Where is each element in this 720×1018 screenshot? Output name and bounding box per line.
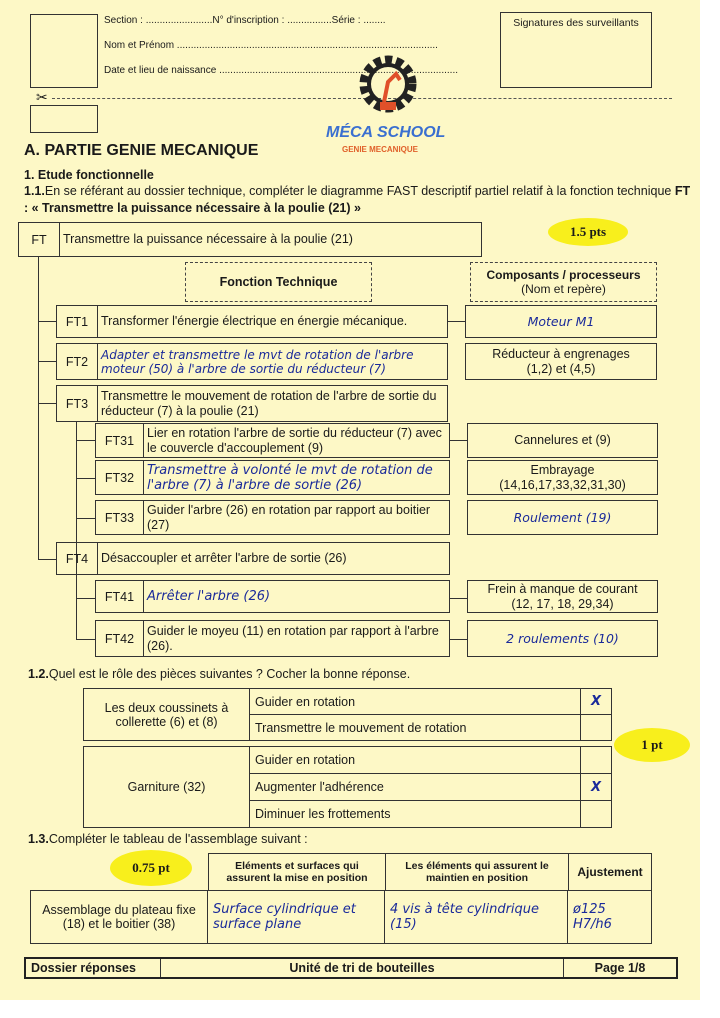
fast-ft1: FT1 Transformer l'énergie électrique en énergie mécanique. <box>56 305 448 338</box>
checkbox[interactable] <box>581 747 612 774</box>
fast-ft41: FT41 Arrêter l'arbre (26) <box>95 580 450 613</box>
assembly-table: Assemblage du plateau fixe (18) et le boitier (38) Surface cylindrique et surface plane 4 vis à tête cylindrique (15) ø125 H7/h6 <box>30 890 652 944</box>
fast-ft32: FT32 Transmettre à volonté le mvt de rotation de l'arbre (7) à l'arbre de sortie (26) <box>95 460 450 495</box>
logo-subtitle: GENIE MECANIQUE <box>342 145 419 154</box>
code-box <box>30 14 98 88</box>
fast-ft41-component: Frein à manque de courant (12, 17, 18, 29,34) <box>467 580 658 613</box>
fast-ft32-component: Embrayage (14,16,17,33,32,31,30) <box>467 460 658 495</box>
role-table-2: Garniture (32) Guider en rotation Augmenter l'adhérence X Diminuer les frottements <box>83 746 612 828</box>
fast-ft4: FT4 Désaccoupler et arrêter l'arbre de sortie (26) <box>56 542 450 575</box>
question-1-3: 1.3.Compléter le tableau de l'assemblage suivant : <box>28 832 308 846</box>
fast-ft31: FT31 Lier en rotation l'arbre de sortie du réducteur (7) avec le couvercle d'accouplement (9) <box>95 423 450 458</box>
points-badge: 1.5 pts <box>548 218 628 246</box>
checkbox[interactable] <box>581 801 612 828</box>
question-1-1: 1.1.En se référant au dossier technique, compléter le diagramme FAST descriptif partiel relatif à la fonction technique FT : « Transmettre la puissance nécessaire à la poulie (21) » <box>24 184 691 215</box>
checkbox[interactable] <box>581 715 612 741</box>
code-box-lower <box>30 105 98 133</box>
fast-ft31-component: Cannelures et (9) <box>467 423 658 458</box>
checkbox[interactable]: X <box>581 774 612 801</box>
fast-ft42: FT42 Guider le moyeu (11) en rotation par rapport à l'arbre (26). <box>95 620 450 657</box>
scissors-icon: ✂ <box>36 89 48 105</box>
section-field: Section : ........................N° d'inscription : ................Série : ........ <box>104 15 386 26</box>
header-fonction-technique: Fonction Technique <box>185 262 372 302</box>
checkbox[interactable]: X <box>581 689 612 715</box>
points-badge: 0.75 pt <box>110 850 192 886</box>
header-composants: Composants / processeurs (Nom et repère) <box>470 262 657 302</box>
fast-ft1-component[interactable]: Moteur M1 <box>465 305 657 338</box>
fast-ft2: FT2 Adapter et transmettre le mvt de rotation de l'arbre moteur (50) à l'arbre de sortie du réducteur (7) <box>56 343 448 380</box>
question-1-2: 1.2.Quel est le rôle des pièces suivantes ? Cocher la bonne réponse. <box>28 667 411 681</box>
fast-ft2-component: Réducteur à engrenages (1,2) et (4,5) <box>465 343 657 380</box>
fast-ft33-component[interactable]: Roulement (19) <box>467 500 658 535</box>
signatures-box <box>500 12 652 88</box>
section-title: A. PARTIE GENIE MECANIQUE <box>24 142 259 159</box>
logo-title: MÉCA SCHOOL <box>326 124 446 141</box>
connector <box>38 257 39 560</box>
name-field: Nom et Prénom .............................................................................................. <box>104 40 438 51</box>
fast-ft3: FT3 Transmettre le mouvement de rotation de l'arbre de sortie du réducteur (7) à la poulie (21) <box>56 385 448 422</box>
birth-field: Date et lieu de naissance ...................................................................................... <box>104 65 459 76</box>
fast-ft33: FT33 Guider l'arbre (26) en rotation par rapport au boitier (27) <box>95 500 450 535</box>
role-table-1: Les deux coussinets à collerette (6) et (8) Guider en rotation X Transmettre le mouvement de rotation <box>83 688 612 741</box>
footer: Dossier réponses Unité de tri de bouteilles Page 1/8 <box>24 957 678 979</box>
subsection-title: 1. Etude fonctionnelle <box>24 168 154 182</box>
assembly-header: Eléments et surfaces qui assurent la mise en position Les éléments qui assurent le maintien en position Ajustement <box>208 853 652 891</box>
fast-ft42-component[interactable]: 2 roulements (10) <box>467 620 658 657</box>
points-badge: 1 pt <box>614 728 690 762</box>
signatures-label: Signatures des surveillants <box>513 17 639 29</box>
gear-robot-logo-icon <box>356 52 420 118</box>
fast-ft: FT Transmettre la puissance nécessaire à la poulie (21) <box>18 222 482 257</box>
